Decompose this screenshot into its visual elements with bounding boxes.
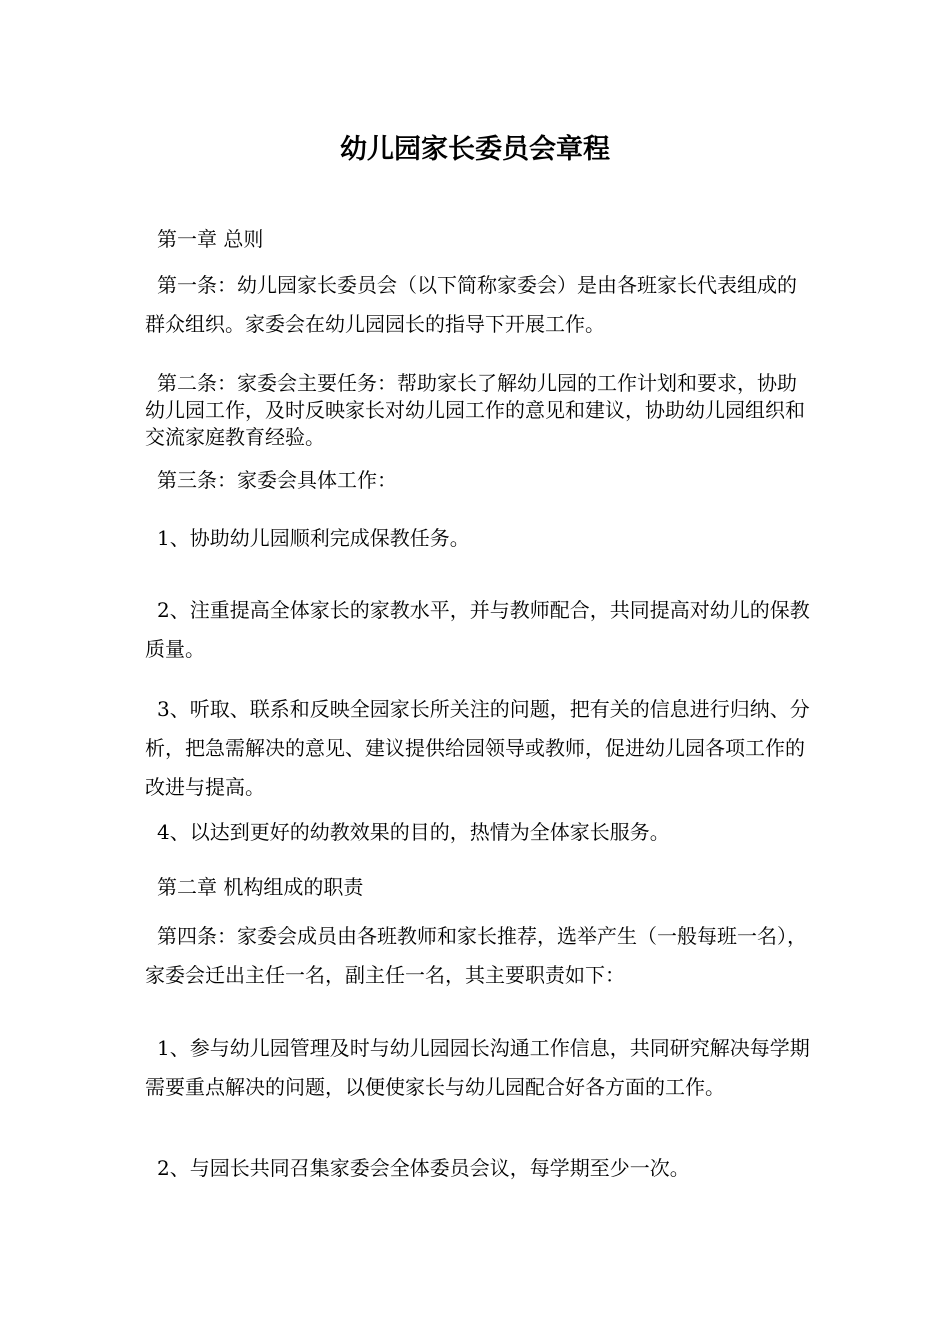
duty-item-1: 1、参与幼儿园管理及时与幼儿园园长沟通工作信息，共同研究解决每学期需要重点解决的问题，以便使家长与幼儿园配合好各方面的工作。 (145, 1036, 810, 1099)
work-item-4: 4、以达到更好的幼教效果的目的，热情为全体家长服务。 (157, 820, 670, 844)
duty-item-2: 2、与园长共同召集家委会全体委员会议，每学期至少一次。 (157, 1156, 690, 1180)
chapter-heading-organization: 第二章 机构组成的职责 (157, 875, 364, 899)
article-4: 第四条：家委会成员由各班教师和家长推荐，选举产生（一般每班一名），家委会迁出主任一名，副主任一名，其主要职责如下： (145, 924, 807, 987)
chapter-heading-general: 第一章 总则 (157, 227, 264, 251)
work-item-3: 3、听取、联系和反映全园家长所关注的问题，把有关的信息进行归纳、分析，把急需解决的意见、建议提供给园领导或教师，促进幼儿园各项工作的改进与提高。 (145, 697, 810, 799)
article-2: 第二条：家委会主要任务：帮助家长了解幼儿园的工作计划和要求，协助幼儿园工作，及时反映家长对幼儿园工作的意见和建议，协助幼儿园组织和交流家庭教育经验。 (145, 371, 805, 449)
article-3: 第三条：家委会具体工作： (157, 468, 397, 492)
document-title: 幼儿园家长委员会章程 (340, 134, 610, 165)
work-item-1: 1、协助幼儿园顺利完成保教任务。 (157, 526, 470, 550)
article-1: 第一条：幼儿园家长委员会（以下简称家委会）是由各班家长代表组成的群众组织。家委会在幼儿园园长的指导下开展工作。 (145, 273, 797, 336)
work-item-2: 2、注重提高全体家长的家教水平，并与教师配合，共同提高对幼儿的保教质量。 (145, 598, 810, 661)
